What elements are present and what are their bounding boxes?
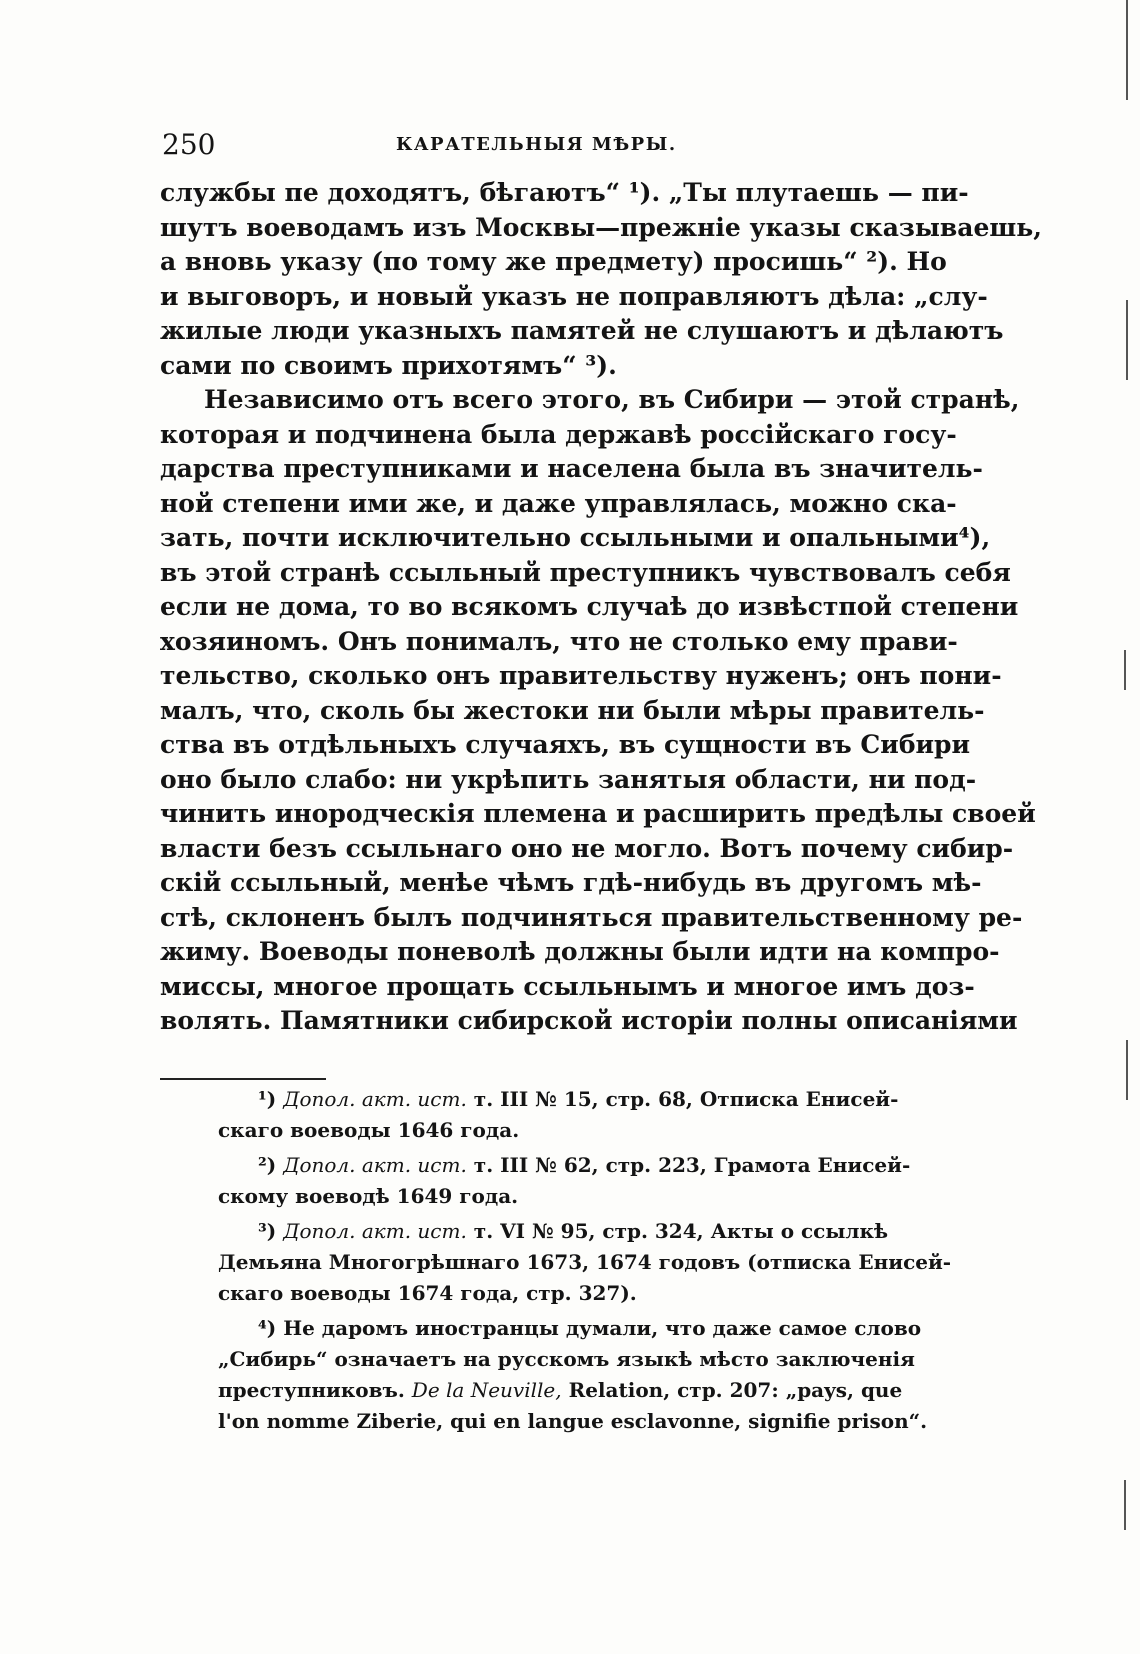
text-line: тельство, сколько онъ правительству нуженъ; онъ пони- (160, 661, 1002, 690)
footnote-source: Допол. акт. ист. (283, 1219, 467, 1243)
footnote-text: Не даромъ иностранцы думали, что даже самое слово (283, 1316, 922, 1340)
text-line: оно было слабо: ни укрѣпить занятыя области, ни под- (160, 764, 977, 794)
footnote-line: скаго воеводы 1674 года, стр. 327). (218, 1281, 637, 1305)
text-line: власти безъ ссыльнаго оно не могло. Вотъ почему сибир- (160, 833, 1014, 863)
footnote-line: скому воеводѣ 1649 года. (218, 1184, 519, 1208)
scan-edge-mark (1126, 300, 1128, 380)
main-text (160, 176, 1042, 1039)
footnote-rule (160, 1078, 326, 1080)
footnote-2 (258, 1150, 911, 1181)
text-line: зать, почти исключительно ссыльными и опальными⁴), (160, 523, 991, 552)
text-line: малъ, что, сколь бы жестоки ни были мѣры правитель- (160, 695, 985, 725)
text-line: шутъ воеводамъ изъ Москвы—прежніе указы сказываешь, (160, 212, 1042, 242)
scan-edge-mark (1126, 0, 1128, 100)
footnote-marker: ¹) (258, 1087, 277, 1111)
footnote-marker: ²) (258, 1153, 277, 1177)
text-line: волять. Памятники сибирской исторіи полны описаніями (160, 1006, 1018, 1035)
footnote-marker: ⁴) (258, 1316, 277, 1340)
text-line: въ этой странѣ ссыльный преступникъ чувствовалъ себя (160, 557, 1011, 587)
footnote-line: Демьяна Многогрѣшнаго 1673, 1674 годовъ (отписка Енисей- (218, 1250, 952, 1274)
footnote-text: т. III № 15, стр. 68, Отписка Енисей- (473, 1087, 899, 1111)
footnote-line (218, 1375, 903, 1406)
scan-edge-mark (1124, 650, 1126, 690)
footnote-source: Допол. акт. ист. (283, 1153, 467, 1177)
footnote-line: „Сибирь“ означаетъ на русскомъ языкѣ мѣсто заключенія (218, 1347, 915, 1371)
text-line: жилые люди указныхъ памятей не слушаютъ и дѣлаютъ (160, 316, 1004, 345)
footnote-text: т. VI № 95, стр. 324, Акты о ссылкѣ (473, 1219, 889, 1243)
footnote-4 (258, 1313, 922, 1344)
running-title: КАРАТЕЛЬНЫЯ МѢРЫ. (396, 134, 677, 155)
text-line: службы пе доходятъ, бѣгаютъ“ ¹). „Ты плутаешь — пи- (160, 178, 969, 207)
footnote-source: Допол. акт. ист. (283, 1087, 467, 1111)
page-number: 250 (162, 128, 216, 161)
text-line: сами по своимъ прихотямъ“ ³). (160, 350, 617, 380)
footnote-line: скаго воеводы 1646 года. (218, 1118, 520, 1142)
footnote-marker: ³) (258, 1219, 277, 1243)
text-line: скій ссыльный, менѣе чѣмъ гдѣ-нибудь въ другомъ мѣ- (160, 868, 982, 897)
footnote-line: l'on nomme Ziberie, qui en langue esclavonne, signifie prison“. (218, 1409, 928, 1433)
footnote-text: т. III № 62, стр. 223, Грамота Енисей- (473, 1153, 911, 1177)
text-line: хозяиномъ. Онъ понималъ, что не столько ему прави- (160, 626, 958, 656)
text-line: если не дома, то во всякомъ случаѣ до извѣстпой степени (160, 592, 1019, 621)
footnote-text: преступниковъ. (218, 1378, 405, 1402)
footnote-3 (258, 1216, 888, 1247)
text-line: ства въ отдѣльныхъ случаяхъ, въ сущности въ Сибири (160, 730, 971, 759)
scan-edge-mark (1124, 1480, 1126, 1530)
text-line: жиму. Воеводы поневолѣ должны были идти на компро- (160, 937, 1000, 966)
footnote-source: De la Neuville, (411, 1378, 562, 1402)
footnote-1 (258, 1084, 899, 1115)
footnote-text: Relation, стр. 207: „pays, que (568, 1378, 903, 1402)
text-line: а вновь указу (по тому же предмету) просишь“ ²). Но (160, 247, 947, 276)
text-line: стѣ, склоненъ былъ подчиняться правительственному ре- (160, 902, 1023, 932)
scan-edge-mark (1126, 1040, 1128, 1100)
footnotes (218, 1084, 952, 1437)
text-line: дарства преступниками и населена была въ значитель- (160, 454, 983, 483)
text-line: чинить инородческія племена и расширить предѣлы своей (160, 799, 1036, 828)
text-line: и выговоръ, и новый указъ не поправляютъ дѣла: „слу- (160, 281, 988, 311)
text-line: которая и подчинена была державѣ россійскаго госу- (160, 419, 957, 449)
text-line: Независимо отъ всего этого, въ Сибири — этой странѣ, (204, 385, 1020, 414)
text-line: миссы, многое прощать ссыльнымъ и многое имъ доз- (160, 971, 975, 1001)
text-line: ной степени ими же, и даже управлялась, можно ска- (160, 488, 957, 518)
